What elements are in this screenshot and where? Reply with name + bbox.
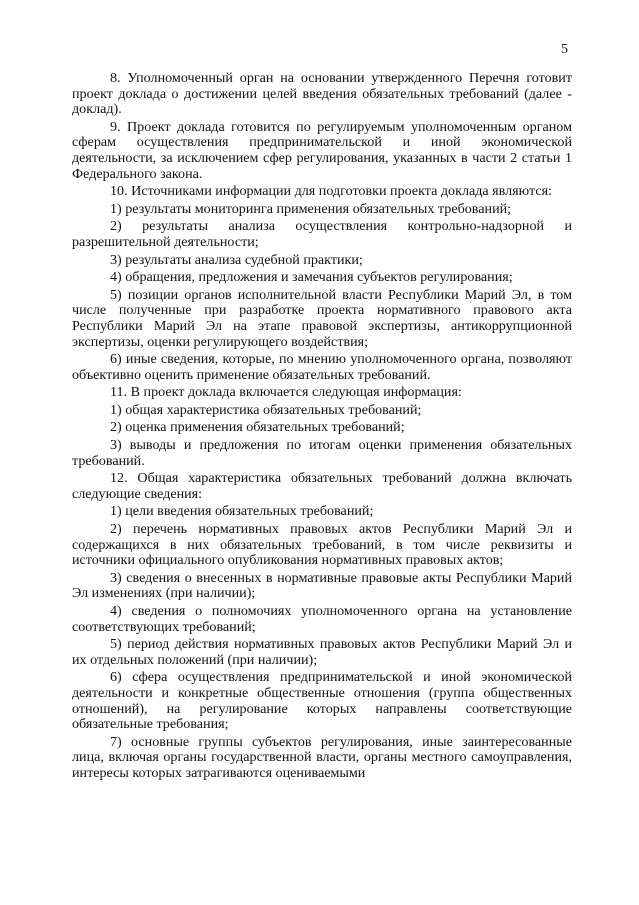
list-item-10-1: 1) результаты мониторинга применения обязательных требований; <box>110 200 512 217</box>
list-item-12-2: 2) перечень нормативных правовых актов Республики Марий Эл и содержащихся в них обязательных требований, в том числе реквизиты и источники официального опубликования нормативных правовых актов; <box>72 521 572 569</box>
paragraph-8: 8. Уполномоченный орган на основании утвержденного Перечня готовит проект доклада о достижении целей введения обязательных требований (далее - доклад). <box>72 70 572 118</box>
list-item-12-7: 7) основные группы субъектов регулирования, иные заинтересованные лица, включая органы государственной власти, органы местного самоуправления, интересы которых затрагиваются оцениваемыми <box>72 733 572 781</box>
list-item-12-6: 6) сфера осуществления предпринимательской и иной экономической деятельности и конкретные общественные отношения (группа общественных отношений), на регулирование которых направлены соответствующие обязательные требования; <box>72 669 572 733</box>
list-item-10-2: 2) результаты анализа осуществления контрольно-надзорной и разрешительной деятельности; <box>72 218 572 250</box>
list-item-12-5: 5) период действия нормативных правовых актов Республики Марий Эл и их отдельных положений (при наличии); <box>72 636 572 668</box>
list-item-10-3: 3) результаты анализа судебной практики; <box>110 251 363 268</box>
paragraph-11: 11. В проект доклада включается следующая информация: <box>110 384 462 401</box>
list-item-11-3: 3) выводы и предложения по итогам оценки применения обязательных требований. <box>72 437 572 469</box>
list-item-12-1: 1) цели введения обязательных требований; <box>110 503 374 520</box>
list-item-12-4: 4) сведения о полномочиях уполномоченного органа на установление соответствующих требований; <box>72 603 572 635</box>
paragraph-10: 10. Источниками информации для подготовки проекта доклада являются: <box>110 183 552 200</box>
list-item-11-1: 1) общая характеристика обязательных требований; <box>110 401 422 418</box>
document-body <box>72 71 572 784</box>
paragraph-9: 9. Проект доклада готовится по регулируемым уполномоченным органом сферам осуществления предпринимательской и иной экономической деятельности, за исключением сфер регулирования, указанных в части 2 статьи 1 Федерального закона. <box>72 118 572 182</box>
page-number: 5 <box>561 42 568 57</box>
paragraph-12: 12. Общая характеристика обязательных требований должна включать следующие сведения: <box>72 470 572 502</box>
list-item-12-3: 3) сведения о внесенных в нормативные правовые акты Республики Марий Эл изменениях (при наличии); <box>72 569 572 602</box>
list-item-11-2: 2) оценка применения обязательных требований; <box>110 419 405 436</box>
list-item-10-4: 4) обращения, предложения и замечания субъектов регулирования; <box>110 269 513 286</box>
list-item-10-6: 6) иные сведения, которые, по мнению уполномоченного органа, позволяют объективно оценить применение обязательных требований. <box>72 351 572 383</box>
list-item-10-5: 5) позиции органов исполнительной власти Республики Марий Эл, в том числе полученные при разработке проекта нормативного правового акта Республики Марий Эл на этапе правовой экспертизы, антикоррупционной экспертизы, оценки регулирующего воздействия; <box>72 286 572 350</box>
